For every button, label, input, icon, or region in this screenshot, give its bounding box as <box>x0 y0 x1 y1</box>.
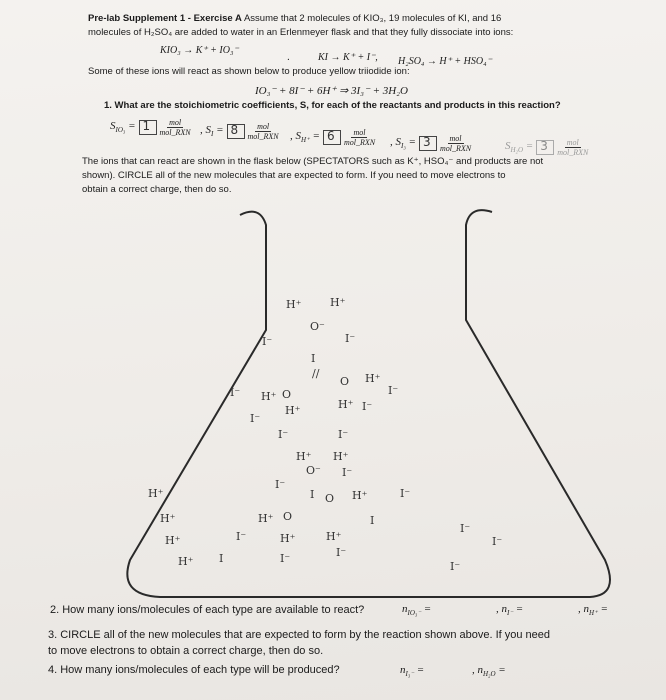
flask-o-minus-2: O⁻ <box>306 464 321 477</box>
q2-n-h-eq: = <box>600 603 608 615</box>
q4-n-i3-eq: = <box>416 664 425 676</box>
question-3-line-1: 3. CIRCLE all of the new molecules that are expected to form by the reaction shown above. If you need <box>48 629 551 641</box>
flask-i-minus-17: I⁻ <box>450 560 461 573</box>
coef-i3-symbol: , $S_{I_3}$ = <box>390 136 416 151</box>
flask-i-minus-1: I⁻ <box>262 335 273 348</box>
flask-h-15: H⁺ <box>165 534 181 547</box>
flask-i-minus-4: I⁻ <box>230 386 241 399</box>
question-2-text: 2. How many ions/molecules of each type are available to react? <box>50 604 365 616</box>
q2-n-i-eq: = <box>515 603 524 615</box>
q4-n-h2o[interactable] <box>472 664 506 678</box>
reaction-intro: Some of these ions will react as shown below to produce yellow triiodide ion: <box>88 66 410 77</box>
flask-o-2: O <box>282 388 292 401</box>
flask-i-minus-3: I⁻ <box>388 384 399 397</box>
dissociation-ki: KI → K⁺ + I⁻, <box>318 52 378 63</box>
flask-i-minus-12: I⁻ <box>236 530 247 543</box>
flask-h-9: H⁺ <box>352 489 368 502</box>
flask-i-minus-11: I⁻ <box>400 487 411 500</box>
coef-i-symbol: , $S_I$ = <box>200 124 224 139</box>
flask-i-minus-8: I⁻ <box>338 428 349 441</box>
question-2 <box>50 604 364 616</box>
dissociation-kio3: KIO₃ → K⁺ + IO₃⁻ <box>160 45 239 56</box>
header-line-2: molecules of H₂SO₄ are added to water in an Erlenmeyer flask and that they fully dissociate into ions: <box>88 27 514 38</box>
coef-io3-den: mol_RXN <box>159 128 191 137</box>
flask-i-minus-9: I⁻ <box>342 466 353 479</box>
reaction-equation: IO₃⁻ + 8I⁻ + 6H⁺ ⇒ 3I₃⁻ + 3H₂O <box>255 85 408 97</box>
q4-n-i3-label: n <box>400 664 406 676</box>
flask-text-2: shown). CIRCLE all of the new molecules that are expected to form. If you need to move electrons to <box>82 170 506 181</box>
flask-h-8: H⁺ <box>333 450 349 463</box>
flask-h-4: H⁺ <box>261 390 277 403</box>
coef-i3-num: mol <box>449 134 462 143</box>
coef-h-den: mol_RXN <box>343 138 376 147</box>
q4-n-h2o-label: , n <box>472 664 483 676</box>
coef-i-den: mol_RXN <box>247 132 279 141</box>
flask-h-13: H⁺ <box>148 487 164 500</box>
coef-io3-num: mol <box>169 118 182 127</box>
q2-n-h-label: , n <box>578 603 589 615</box>
flask-i-minus-5: I⁻ <box>362 400 373 413</box>
coef-h2o-value: 3 <box>540 139 548 153</box>
coef-h-symbol: , $S_{H^+}$ = <box>290 130 320 145</box>
coef-io3-sub: IO₃ <box>115 126 126 135</box>
coef-h2o-num: mol <box>566 138 579 147</box>
flask-h-14: H⁺ <box>160 512 176 525</box>
flask-i-minus-15: I⁻ <box>460 522 471 535</box>
coef-io3-symbol: $S_{IO_3}$ = <box>110 120 136 135</box>
flask-h-11: H⁺ <box>280 532 296 545</box>
flask-i-minus-13: I⁻ <box>280 552 291 565</box>
q2-n-i[interactable] <box>496 603 523 617</box>
flask-iodine-3: I <box>370 514 375 527</box>
coef-h2o-den: mol_RXN <box>557 148 589 157</box>
q4-n-h2o-eq: = <box>498 664 506 676</box>
flask-i-minus-2: I⁻ <box>345 332 356 345</box>
coef-io3-value: 1 <box>142 119 151 133</box>
flask-text-3: obtain a correct charge, then do so. <box>82 184 232 195</box>
flask-i-minus-14: I⁻ <box>336 546 347 559</box>
q2-n-i-label: , n <box>496 603 507 615</box>
flask-h-16: H⁺ <box>178 555 194 568</box>
flask-h-5: H⁺ <box>338 398 354 411</box>
flask-dbl-bond-1: // <box>312 367 320 380</box>
flask-o-3: O <box>325 492 335 505</box>
q2-n-io3-eq: = <box>423 603 432 615</box>
flask-o-minus-1: O⁻ <box>310 320 325 333</box>
flask-iodine-2: I <box>310 488 315 501</box>
coef-i3-value: 3 <box>422 135 431 149</box>
question-3-line-2: to move electrons to obtain a correct charge, then do so. <box>48 645 324 657</box>
flask-h-12: H⁺ <box>326 530 342 543</box>
exercise-title: Pre-lab Supplement 1 - Exercise A <box>88 13 242 24</box>
q4-n-i3[interactable] <box>400 664 424 678</box>
coef-h-sub: H⁺ <box>301 136 310 145</box>
q2-n-io3-label: n <box>402 603 408 615</box>
flask-o-1: O <box>340 375 350 388</box>
coef-h-num: mol <box>353 128 366 137</box>
flask-iodine-1: I <box>311 352 316 365</box>
coef-h2o-symbol: $S_{H_2O}$ = <box>505 140 534 155</box>
coef-i3-sub: I₃ <box>401 142 406 151</box>
flask-h-2: H⁺ <box>330 296 346 309</box>
flask-h-7: H⁺ <box>296 450 312 463</box>
coef-i-sub: I <box>211 130 214 139</box>
flask-text-1: The ions that can react are shown in the flask below (SPECTATORS such as K⁺, HSO₄⁻ and products are not <box>82 156 544 167</box>
flask-i-minus-7: I⁻ <box>278 428 289 441</box>
flask-h-3: H⁺ <box>365 372 381 385</box>
coef-i3-den: mol_RXN <box>439 144 472 153</box>
flask-i-minus-6: I⁻ <box>250 412 261 425</box>
q2-n-h[interactable] <box>578 603 608 617</box>
coef-h2o-sub: H₂O <box>510 146 524 155</box>
q2-n-io3[interactable] <box>402 603 431 617</box>
flask-h-10: H⁺ <box>258 512 274 525</box>
coef-h-value: 6 <box>326 129 335 143</box>
dissociation-h2so4: H₂SO₄ → H⁺ + HSO₄⁻ <box>398 56 492 67</box>
q2-n-h-sub: H⁺ <box>589 609 598 618</box>
flask-i-minus-16: I⁻ <box>492 535 503 548</box>
q4-n-i3-sub: I₃⁻ <box>405 670 414 679</box>
q4-n-h2o-sub: H₂O <box>483 670 496 679</box>
q2-n-i-sub: I⁻ <box>507 609 514 618</box>
flask-i-minus-10: I⁻ <box>275 478 286 491</box>
flask-h-6: H⁺ <box>285 404 301 417</box>
question-1-text: 1. What are the stoichiometric coefficients, S, for each of the reactants and products in this reaction? <box>104 100 561 111</box>
q2-n-io3-sub: IO₃⁻ <box>407 609 422 618</box>
coef-i-value: 8 <box>230 123 239 137</box>
flask-h-1: H⁺ <box>286 298 302 311</box>
flask-iodine-4: I <box>219 552 224 565</box>
question-4: 4. How many ions/molecules of each type will be produced? <box>48 664 340 676</box>
coef-i-num: mol <box>257 122 270 131</box>
header-line-1-rest: Assume that 2 molecules of KIO₃, 19 molecules of KI, and 16 <box>241 13 502 24</box>
flask-o-4: O <box>283 510 293 523</box>
dissociation-separator: · <box>287 55 290 66</box>
